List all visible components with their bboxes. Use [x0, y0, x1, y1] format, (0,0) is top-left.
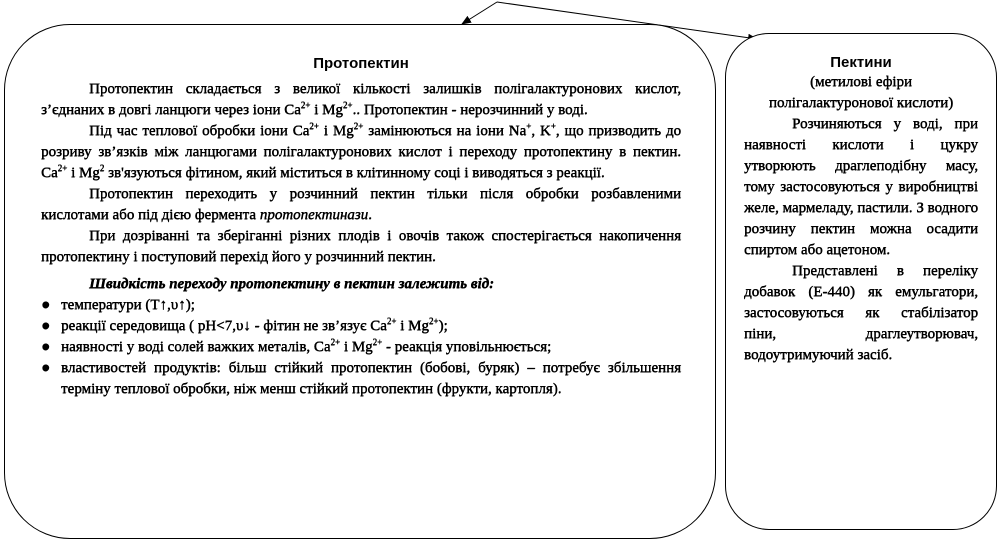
- protopectin-paragraph-4: При дозріванні та зберіганні різних плодів і овочів також спостерігається накопичення протопектину і поступовий перехід його у розчинний пектин.: [41, 228, 681, 265]
- protopectin-paragraph-3: Протопектин переходить у розчинний пектин тільки після обробки розбавленими кислотами або під дією фермента протопектинази.: [41, 186, 681, 223]
- protopectin-paragraph-2: Під час теплової обробки іони $Ca^{2+}$ і $Mg^{2+}$ замінюються на іони Na+, K+, що призводить до розриву зв’язків між ланцюгами полігалактуронових кислот і переходу протопектину в пектин. $Ca^{2+}$ і Mg$^2$ зв'язуються фітином, який міститься в клітинному соці і виводяться з реакції.: [41, 121, 681, 181]
- bullet-icon: ●: [41, 360, 51, 376]
- pectins-title: Пектини: [830, 54, 892, 71]
- bullet-icon: ●: [41, 318, 51, 334]
- factor-list: [41, 295, 681, 400]
- arrow-to-protopectin: [462, 2, 497, 24]
- pectins-box: [725, 33, 997, 530]
- list-item: ● властивостей продуктів: більш стійкий протопектин (бобові, буряк) – потребує збільшення терміну теплової обробки, ніж менш стійкий протопектин (фрукти, картопля).: [41, 360, 681, 397]
- enzyme-name: протопектинази: [259, 207, 369, 223]
- pectins-paragraph-1: Розчиняються у воді, при наявності кислоти і цукру утворюють драглеподібну масу, тому застосовуються у виробництві желе, мармеладу, пастили. З водного розчину пектин можна осадити спиртом або ацетоном.: [744, 116, 978, 258]
- list-item: ● температури (T↑,υ↑);: [41, 295, 681, 316]
- protopectin-title: Протопектин: [313, 55, 409, 72]
- transition-rate-heading: Швидкість переходу протопектину в пектин залежить від:: [89, 276, 495, 292]
- list-item: ● реакції середовища ( pH<7,υ↓ - фітин не зв’язує $Ca^{2+}$ і $Mg^{2+}$);: [41, 316, 681, 337]
- bullet-icon: ●: [41, 339, 51, 355]
- list-item: ● наявності у воді солей важких металів, $Ca^{2+}$ і $Mg^{2+}$ - реакція уповільнюється;: [41, 337, 681, 358]
- protopectin-box: [4, 24, 716, 539]
- pectins-paragraph-2: Представлені в переліку добавок (Е-440) як емульгатори, застосовуються як стабілізатор піни, драглеутворювач, водоутримуючий засіб.: [744, 263, 978, 363]
- pectins-subtitle-1: (метилові ефіри: [810, 74, 912, 90]
- pectins-subtitle-2: полігалактуронової кислоти): [768, 95, 954, 111]
- bullet-icon: ●: [41, 297, 51, 313]
- protopectin-paragraph-1: Протопектин складається з великої кількості залишків полігалактуронових кислот, з’єднаних в довгі ланцюги через іони $Ca^{2+}$ і $Mg^{2+}$.. Протопектин - нерозчинний у воді.: [41, 81, 681, 118]
